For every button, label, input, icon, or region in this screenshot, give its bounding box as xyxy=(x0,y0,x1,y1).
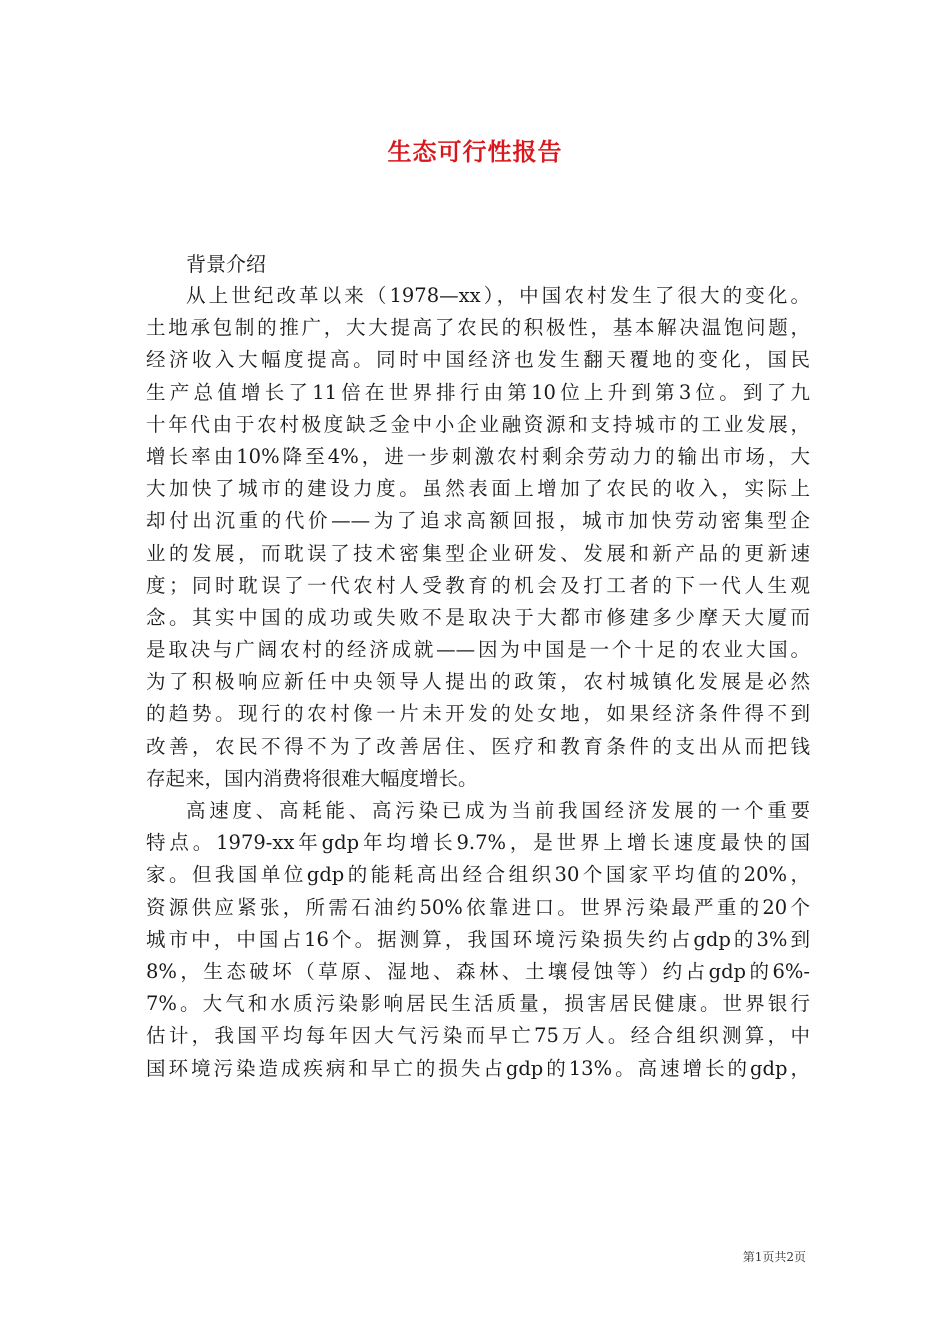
document-title: 生态可行性报告 xyxy=(387,137,563,166)
body-text xyxy=(146,280,810,1085)
text-line: 经济收入大幅度提高。同时中国经济也发生翻天覆地的变化，国民 xyxy=(146,348,810,372)
text-line: 生产总值增长了11倍在世界排行由第10位上升到第3位。到了九 xyxy=(146,380,810,404)
text-line: 十年代由于农村极度缺乏金中小企业融资源和支持城市的工业发展， xyxy=(146,412,810,436)
text-line: 存起来，国内消费将很难大幅度增长。 xyxy=(146,766,478,790)
text-line: 却付出沉重的代价——为了追求高额回报，城市加快劳动密集型企 xyxy=(146,509,810,533)
text-line: 是取决与广阔农村的经济成就——因为中国是一个十足的农业大国。 xyxy=(146,638,810,662)
text-line: 高速度、高耗能、高污染已成为当前我国经济发展的一个重要 xyxy=(186,799,810,822)
text-line: 7%。大气和水质污染影响居民生活质量，损害居民健康。世界银行 xyxy=(146,992,810,1016)
text-line: 估计，我国平均每年因大气污染而早亡75万人。经合组织测算，中 xyxy=(146,1024,810,1048)
text-line: 8%，生态破坏（草原、湿地、森林、土壤侵蚀等）约占gdp的6%- xyxy=(146,959,810,983)
text-line: 的趋势。现行的农村像一片未开发的处女地，如果经济条件得不到 xyxy=(146,702,810,726)
text-line: 度；同时耽误了一代农村人受教育的机会及打工者的下一代人生观 xyxy=(146,573,810,597)
text-line: 念。其实中国的成功或失败不是取决于大都市修建多少摩天大厦而 xyxy=(146,605,810,629)
section-heading: 背景介绍 xyxy=(186,252,266,276)
text-line: 国环境污染造成疾病和早亡的损失占gdp的13%。高速增长的gdp， xyxy=(146,1056,810,1080)
page-number: 第1页共2页 xyxy=(742,1250,806,1264)
text-line: 土地承包制的推广，大大提高了农民的积极性，基本解决温饱问题， xyxy=(146,316,810,340)
text-line: 资源供应紧张，所需石油约50%依靠进口。世界污染最严重的20个 xyxy=(146,895,810,919)
text-line: 从上世纪改革以来（1978—xx），中国农村发生了很大的变化。 xyxy=(186,284,810,307)
text-line: 改善，农民不得不为了改善居住、医疗和教育条件的支出从而把钱 xyxy=(146,734,810,758)
text-line: 业的发展，而耽误了技术密集型企业研发、发展和新产品的更新速 xyxy=(146,541,810,565)
text-line: 特点。1979-xx年gdp年均增长9.7%，是世界上增长速度最快的国 xyxy=(146,831,810,855)
text-line: 大加快了城市的建设力度。虽然表面上增加了农民的收入，实际上 xyxy=(146,477,810,501)
text-line: 为了积极响应新任中央领导人提出的政策，农村城镇化发展是必然 xyxy=(146,670,810,694)
text-line: 增长率由10%降至4%，进一步刺激农村剩余劳动力的输出市场，大 xyxy=(146,444,810,468)
text-line: 家。但我国单位gdp的能耗高出经合组织30个国家平均值的20%， xyxy=(146,863,810,887)
text-line: 城市中，中国占16个。据测算，我国环境污染损失约占gdp的3%到 xyxy=(146,927,810,951)
